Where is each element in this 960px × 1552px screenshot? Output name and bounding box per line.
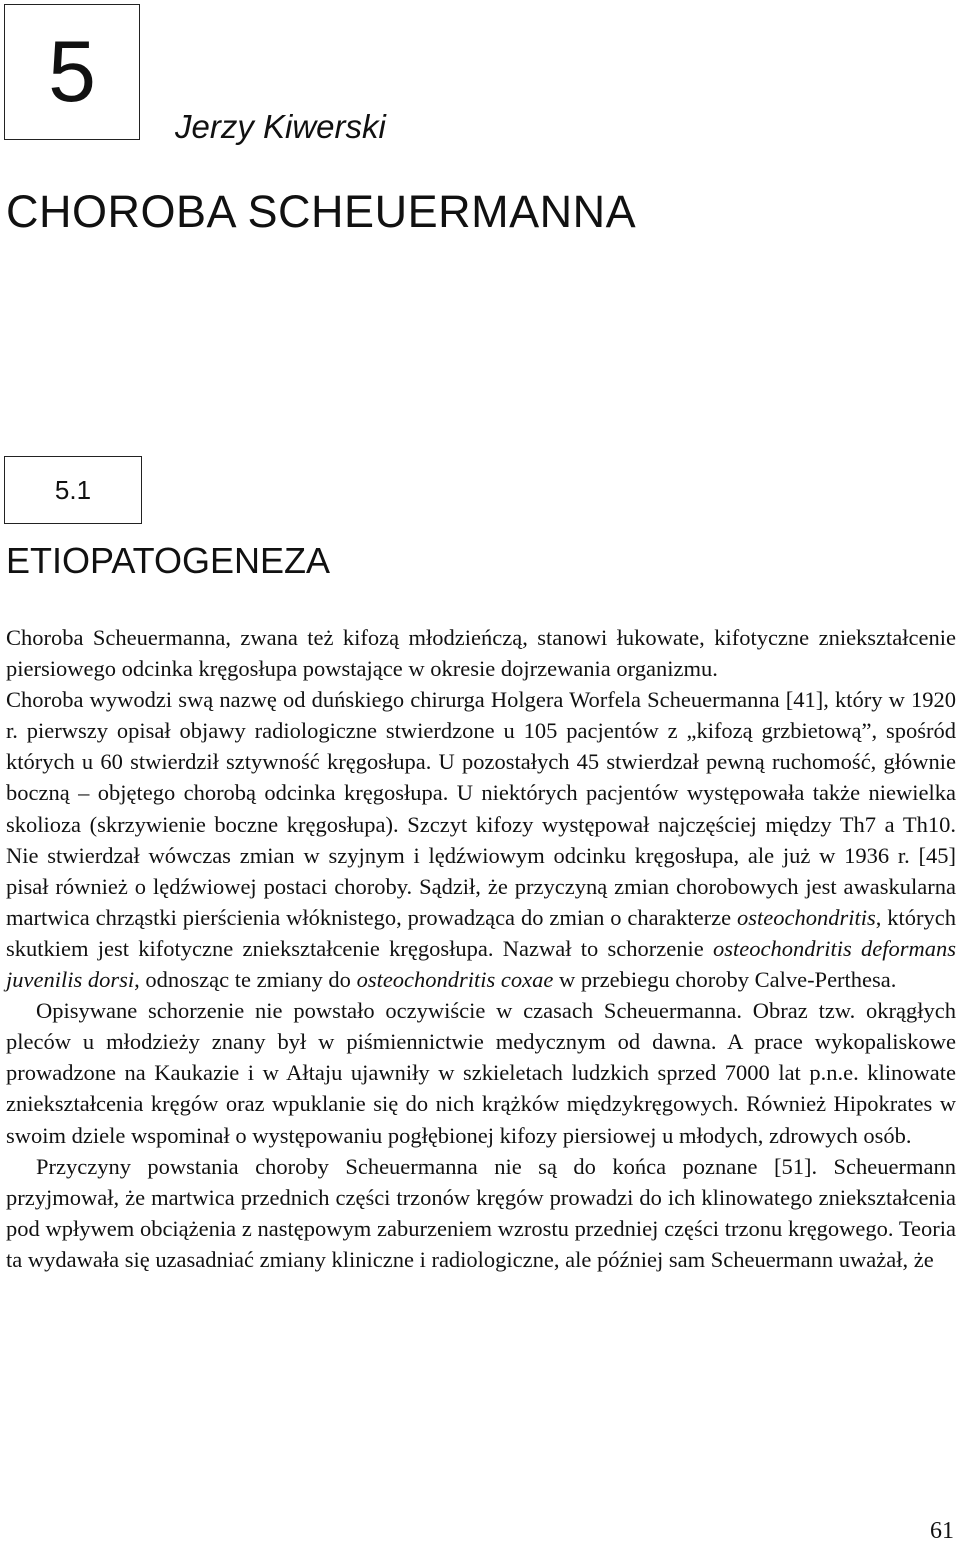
paragraph-text: Choroba Scheuermanna, zwana też kifozą młodzieńczą, stanowi łukowate, kifotyczne zniekształcenie piersiowego odcinka kręgosłupa powstające w okresie dojrzewania organizmu. bbox=[6, 625, 956, 682]
chapter-number: 5 bbox=[48, 24, 96, 120]
latin-term: osteochondritis coxae bbox=[356, 967, 554, 993]
paragraph-text: , których skutkiem jest kifotyczne zniekształcenie kręgosłupa. Nazwał to schorzenie bbox=[6, 904, 956, 961]
latin-term: osteochondritis deformans juvenilis dorsi bbox=[6, 935, 956, 993]
section-number-box bbox=[4, 456, 142, 524]
section-number: 5.1 bbox=[54, 474, 92, 505]
section-title: ETIOPATOGENEZA bbox=[6, 540, 331, 581]
paragraph-1b bbox=[6, 684, 956, 995]
body-text bbox=[6, 622, 956, 1275]
paragraph-text: Choroba wywodzi swą nazwę od duńskiego chirurga Holgera Worfela Scheuermanna [41], który w 1920 r. pierwszy opisał objawy radiologiczne stwierdzone u 105 pacjentów z „kifozą grzbietową”, spośród których u 60 stwierdził sztywność kręgosłupa. U pozostałych 45 stwierdzał pewną ruchomość, głównie boczną – objętego chorobą odcinka kręgosłupa. U niektórych pacjentów występowała także niewielka skolioza (skrzywienie boczne kręgosłupa). Szczyt kifozy występował najczęściej między Th7 a Th10. Nie stwierdzał wówczas zmian w szyjnym i lędźwiowym odcinku kręgosłupa, ale już w 1936 r. [45] pisał również o lędźwiowej postaci choroby. Sądził, że przyczyną zmian chorobowych jest awaskularna martwica chrząstki pierścienia włóknistego, prowadząca do zmian o charakterze bbox=[6, 687, 956, 930]
paragraph-3: Przyczyny powstania choroby Scheuermanna nie są do końca poznane [51]. Scheuermann przyjmował, że martwica przednich części trzonów kręgów prowadzi do ich klinowatego zniekształcenia pod wpływem obciążenia z następowym zaburzeniem wzrostu przedniej części trzonu kręgowego. Teoria ta wydawała się uzasadniać zmiany kliniczne i radiologiczne, ale później sam Scheuermann uważał, że bbox=[6, 1153, 956, 1272]
latin-term: osteochondritis bbox=[736, 904, 876, 930]
paragraph-text: , odnosząc te zmiany do bbox=[134, 967, 357, 993]
paragraph-2: Opisywane schorzenie nie powstało oczywiście w czasach Scheuermanna. Obraz tzw. okrągłych pleców u młodzieży znany był w piśmiennictwie medycznym od dawna. A prace wykopaliskowe prowadzone na Kaukazie i w Ałtaju ujawniły w szkieletach ludzkich sprzed 7000 lat p.n.e. klinowate zniekształcenia kręgów oraz wpuklanie się do nich krążków międzykręgowych. Również Hipokrates w swoim dziele wspominał o występowaniu pogłębionej kifozy piersiowej u młodych, zdrowych osób. bbox=[6, 998, 956, 1148]
paragraph-1a bbox=[6, 622, 956, 684]
chapter-author: Jerzy Kiwerski bbox=[175, 108, 386, 145]
paragraph-text: w przebiegu choroby Calve-Perthesa. bbox=[553, 967, 897, 993]
page-number: 61 bbox=[930, 1518, 954, 1544]
chapter-title: CHOROBA SCHEUERMANNA bbox=[6, 186, 637, 237]
chapter-number-box bbox=[4, 4, 140, 140]
